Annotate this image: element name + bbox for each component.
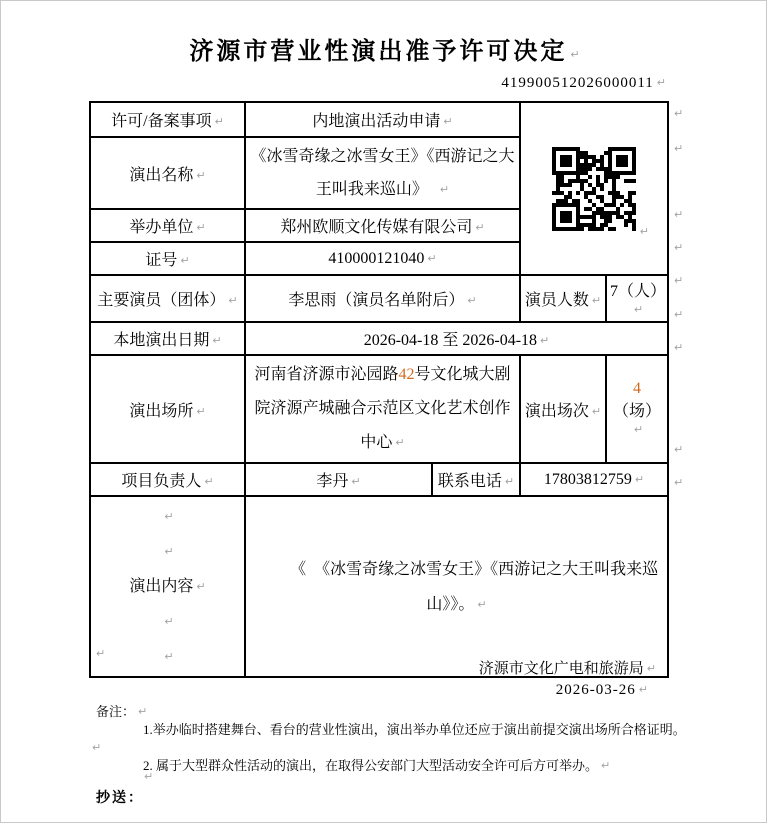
cell-venue-label (90, 355, 245, 463)
cell-local-dates-label (90, 322, 245, 355)
row-end-mark-icon: ↵ (674, 241, 684, 254)
paragraph-mark-icon: ↵ (196, 580, 206, 593)
notes-label: 备注： (96, 704, 136, 719)
cell-show-count-label (520, 355, 606, 463)
page-title: 济源市营业性演出准予许可决定 (189, 39, 568, 65)
cell-show-name-value (245, 137, 520, 209)
venue-street-number: 42 (398, 366, 415, 383)
permit-number-row (89, 75, 667, 92)
issuer-name: 济源市文化广电和旅游局 (478, 661, 644, 677)
actor-count-label: 演员人数 (524, 292, 589, 309)
row-end-mark-icon: ↵ (674, 443, 684, 456)
paragraph-mark-icon: ↵ (228, 294, 238, 307)
cell-phone-value (520, 463, 668, 496)
row-end-mark-icon: ↵ (674, 308, 684, 321)
row-end-mark-icon: ↵ (674, 274, 684, 287)
paragraph-mark-icon: ↵ (351, 475, 361, 488)
cell-content-value (245, 496, 668, 677)
paragraph-mark-icon: ↵ (639, 225, 649, 238)
paragraph-mark-icon: ↵ (504, 475, 515, 488)
table-row (90, 102, 668, 137)
paragraph-mark-icon: ↵ (467, 294, 477, 307)
title-row (1, 31, 767, 66)
issue-date-row (1, 682, 649, 699)
content-value: 《 《冰雪奇缘之冰雪女王》《西游记之大王叫我来巡山》》。 (290, 560, 659, 613)
cell-qr (520, 102, 668, 275)
content-text (249, 552, 664, 622)
paragraph-mark-icon: ↵ (164, 545, 174, 558)
paragraph-mark-icon: ↵ (204, 475, 214, 488)
paragraph-mark-icon: ↵ (92, 741, 102, 754)
cell-show-name-label (90, 137, 245, 209)
show-count-unit: （场） (612, 402, 661, 420)
organizer-value: 郑州欧顺文化传媒有限公司 (280, 219, 473, 236)
paragraph-mark-icon: ↵ (439, 183, 450, 196)
phone-value: 17803812759 (543, 470, 632, 488)
cell-item-label (90, 102, 245, 137)
manager-label: 项目负责人 (121, 473, 202, 490)
paragraph-mark-icon: ↵ (395, 436, 405, 449)
paragraph-mark-icon: ↵ (427, 251, 437, 265)
paragraph-mark-icon: ↵ (634, 472, 645, 486)
cell-actor-count-label (520, 275, 606, 322)
issue-date: 2026-03-26 (555, 682, 636, 698)
paragraph-mark-icon: ↵ (164, 510, 174, 523)
paragraph-mark-icon: ↵ (196, 168, 206, 182)
cell-cert-no-label (90, 242, 245, 275)
paragraph-mark-icon: ↵ (646, 662, 656, 675)
item-label: 许可/备案事项 (111, 113, 212, 130)
qr-code-icon (552, 147, 636, 231)
cell-show-count-value (606, 355, 668, 463)
paragraph-mark-icon: ↵ (601, 759, 611, 772)
main-actors-value: 李思雨（演员名单附后） (288, 292, 465, 309)
actor-count-value: 7（人） (610, 283, 667, 300)
cell-phone-label (432, 463, 520, 496)
paragraph-mark-icon: ↵ (633, 422, 644, 436)
note-item-1 (89, 721, 695, 757)
show-name-label: 演出名称 (129, 166, 194, 184)
cell-venue-value (245, 355, 520, 463)
table-row (90, 463, 668, 496)
cell-manager-label (90, 463, 245, 496)
cell-cert-no-value (245, 242, 520, 275)
paragraph-mark-icon: ↵ (638, 683, 649, 696)
paragraph-mark-icon: ↵ (144, 770, 154, 783)
row-end-mark-icon: ↵ (674, 107, 684, 120)
item-value: 内地演出活动申请 (312, 113, 441, 130)
cell-item-value (245, 102, 520, 137)
paragraph-mark-icon: ↵ (477, 597, 487, 611)
cc-row (96, 787, 144, 807)
paragraph-mark-icon: ↵ (212, 334, 222, 347)
table-row (90, 355, 668, 463)
cc-label: 抄送： (96, 791, 144, 806)
main-actors-label: 主要演员（团体） (97, 292, 226, 309)
note-1-text: 1.举办临时搭建舞台、看台的营业性演出，演出举办单位还应于演出前提交演出场所合格证明。 (143, 722, 686, 737)
qr-finder-icon (552, 147, 580, 175)
show-count-label: 演出场次 (524, 402, 589, 420)
paragraph-mark-icon: ↵ (570, 48, 580, 61)
cell-content-label (90, 496, 245, 677)
row-end-mark-icon: ↵ (674, 208, 684, 221)
table-row (90, 322, 668, 355)
content-label: 演出内容 (129, 578, 194, 595)
show-count-number: 4 (633, 379, 641, 397)
table-row (90, 275, 668, 322)
paragraph-mark-icon: ↵ (164, 650, 174, 663)
venue-value: 河南省济源市沁园路 (254, 366, 399, 383)
local-dates-value: 2026-04-18 至 2026-04-18 (363, 332, 538, 349)
cert-no-label: 证号 (145, 252, 178, 269)
paragraph-mark-icon: ↵ (214, 115, 224, 128)
venue-value-suffix: 号文化城大剧院济源产城融合示范区文化艺术创作中心 (254, 366, 511, 451)
row-end-mark-icon: ↵ (674, 341, 684, 354)
paragraph-mark-icon: ↵ (591, 294, 602, 307)
cell-main-actors-value (245, 275, 520, 322)
paragraph-mark-icon: ↵ (443, 115, 453, 128)
cert-no-value: 410000121040 (328, 249, 425, 267)
cell-organizer-label (90, 209, 245, 242)
local-dates-label: 本地演出日期 (113, 332, 210, 349)
notes-section (89, 703, 695, 775)
cell-main-actors-label (90, 275, 245, 322)
cell-actor-count-value (606, 275, 668, 322)
notes-label-row (89, 703, 695, 721)
organizer-label: 举办单位 (129, 219, 194, 236)
row-end-mark-icon: ↵ (674, 142, 684, 155)
paragraph-mark-icon: ↵ (591, 404, 602, 418)
qr-finder-icon (608, 147, 636, 175)
row-end-mark-icon: ↵ (674, 476, 684, 489)
empty-paragraph (94, 534, 241, 569)
paragraph-mark-icon: ↵ (196, 221, 206, 234)
permit-number: 419900512026000011 (501, 75, 654, 91)
cell-manager-value (245, 463, 432, 496)
cell-organizer-value (245, 209, 520, 242)
table-row (90, 496, 668, 677)
venue-label: 演出场所 (129, 402, 194, 420)
paragraph-mark-icon: ↵ (540, 334, 550, 347)
note-2-text: 2. 属于大型群众性活动的演出，在取得公安部门大型活动安全许可后方可举办。 (143, 758, 599, 773)
paragraph-mark-icon: ↵ (475, 221, 485, 234)
paragraph-mark-icon: ↵ (96, 647, 106, 660)
paragraph-mark-icon: ↵ (196, 404, 206, 418)
cell-local-dates-value (245, 322, 668, 355)
paragraph-mark-icon: ↵ (656, 76, 667, 89)
paragraph-mark-icon: ↵ (180, 254, 190, 267)
paragraph-mark-icon: ↵ (633, 303, 644, 316)
permit-table (89, 101, 669, 678)
phone-label: 联系电话 (437, 473, 502, 490)
empty-paragraph (94, 604, 241, 639)
empty-paragraph (94, 499, 241, 534)
note-item-2 (89, 757, 695, 775)
content-label-line (94, 569, 241, 604)
paragraph-mark-icon: ↵ (138, 705, 148, 718)
issuer-row (1, 657, 656, 678)
manager-value: 李丹 (316, 473, 349, 490)
qr-finder-icon (552, 203, 580, 231)
show-name-value: 《冰雪奇缘之冰雪女王》《西游记之大王叫我来巡山》 (250, 148, 515, 198)
paragraph-mark-icon: ↵ (164, 615, 174, 628)
